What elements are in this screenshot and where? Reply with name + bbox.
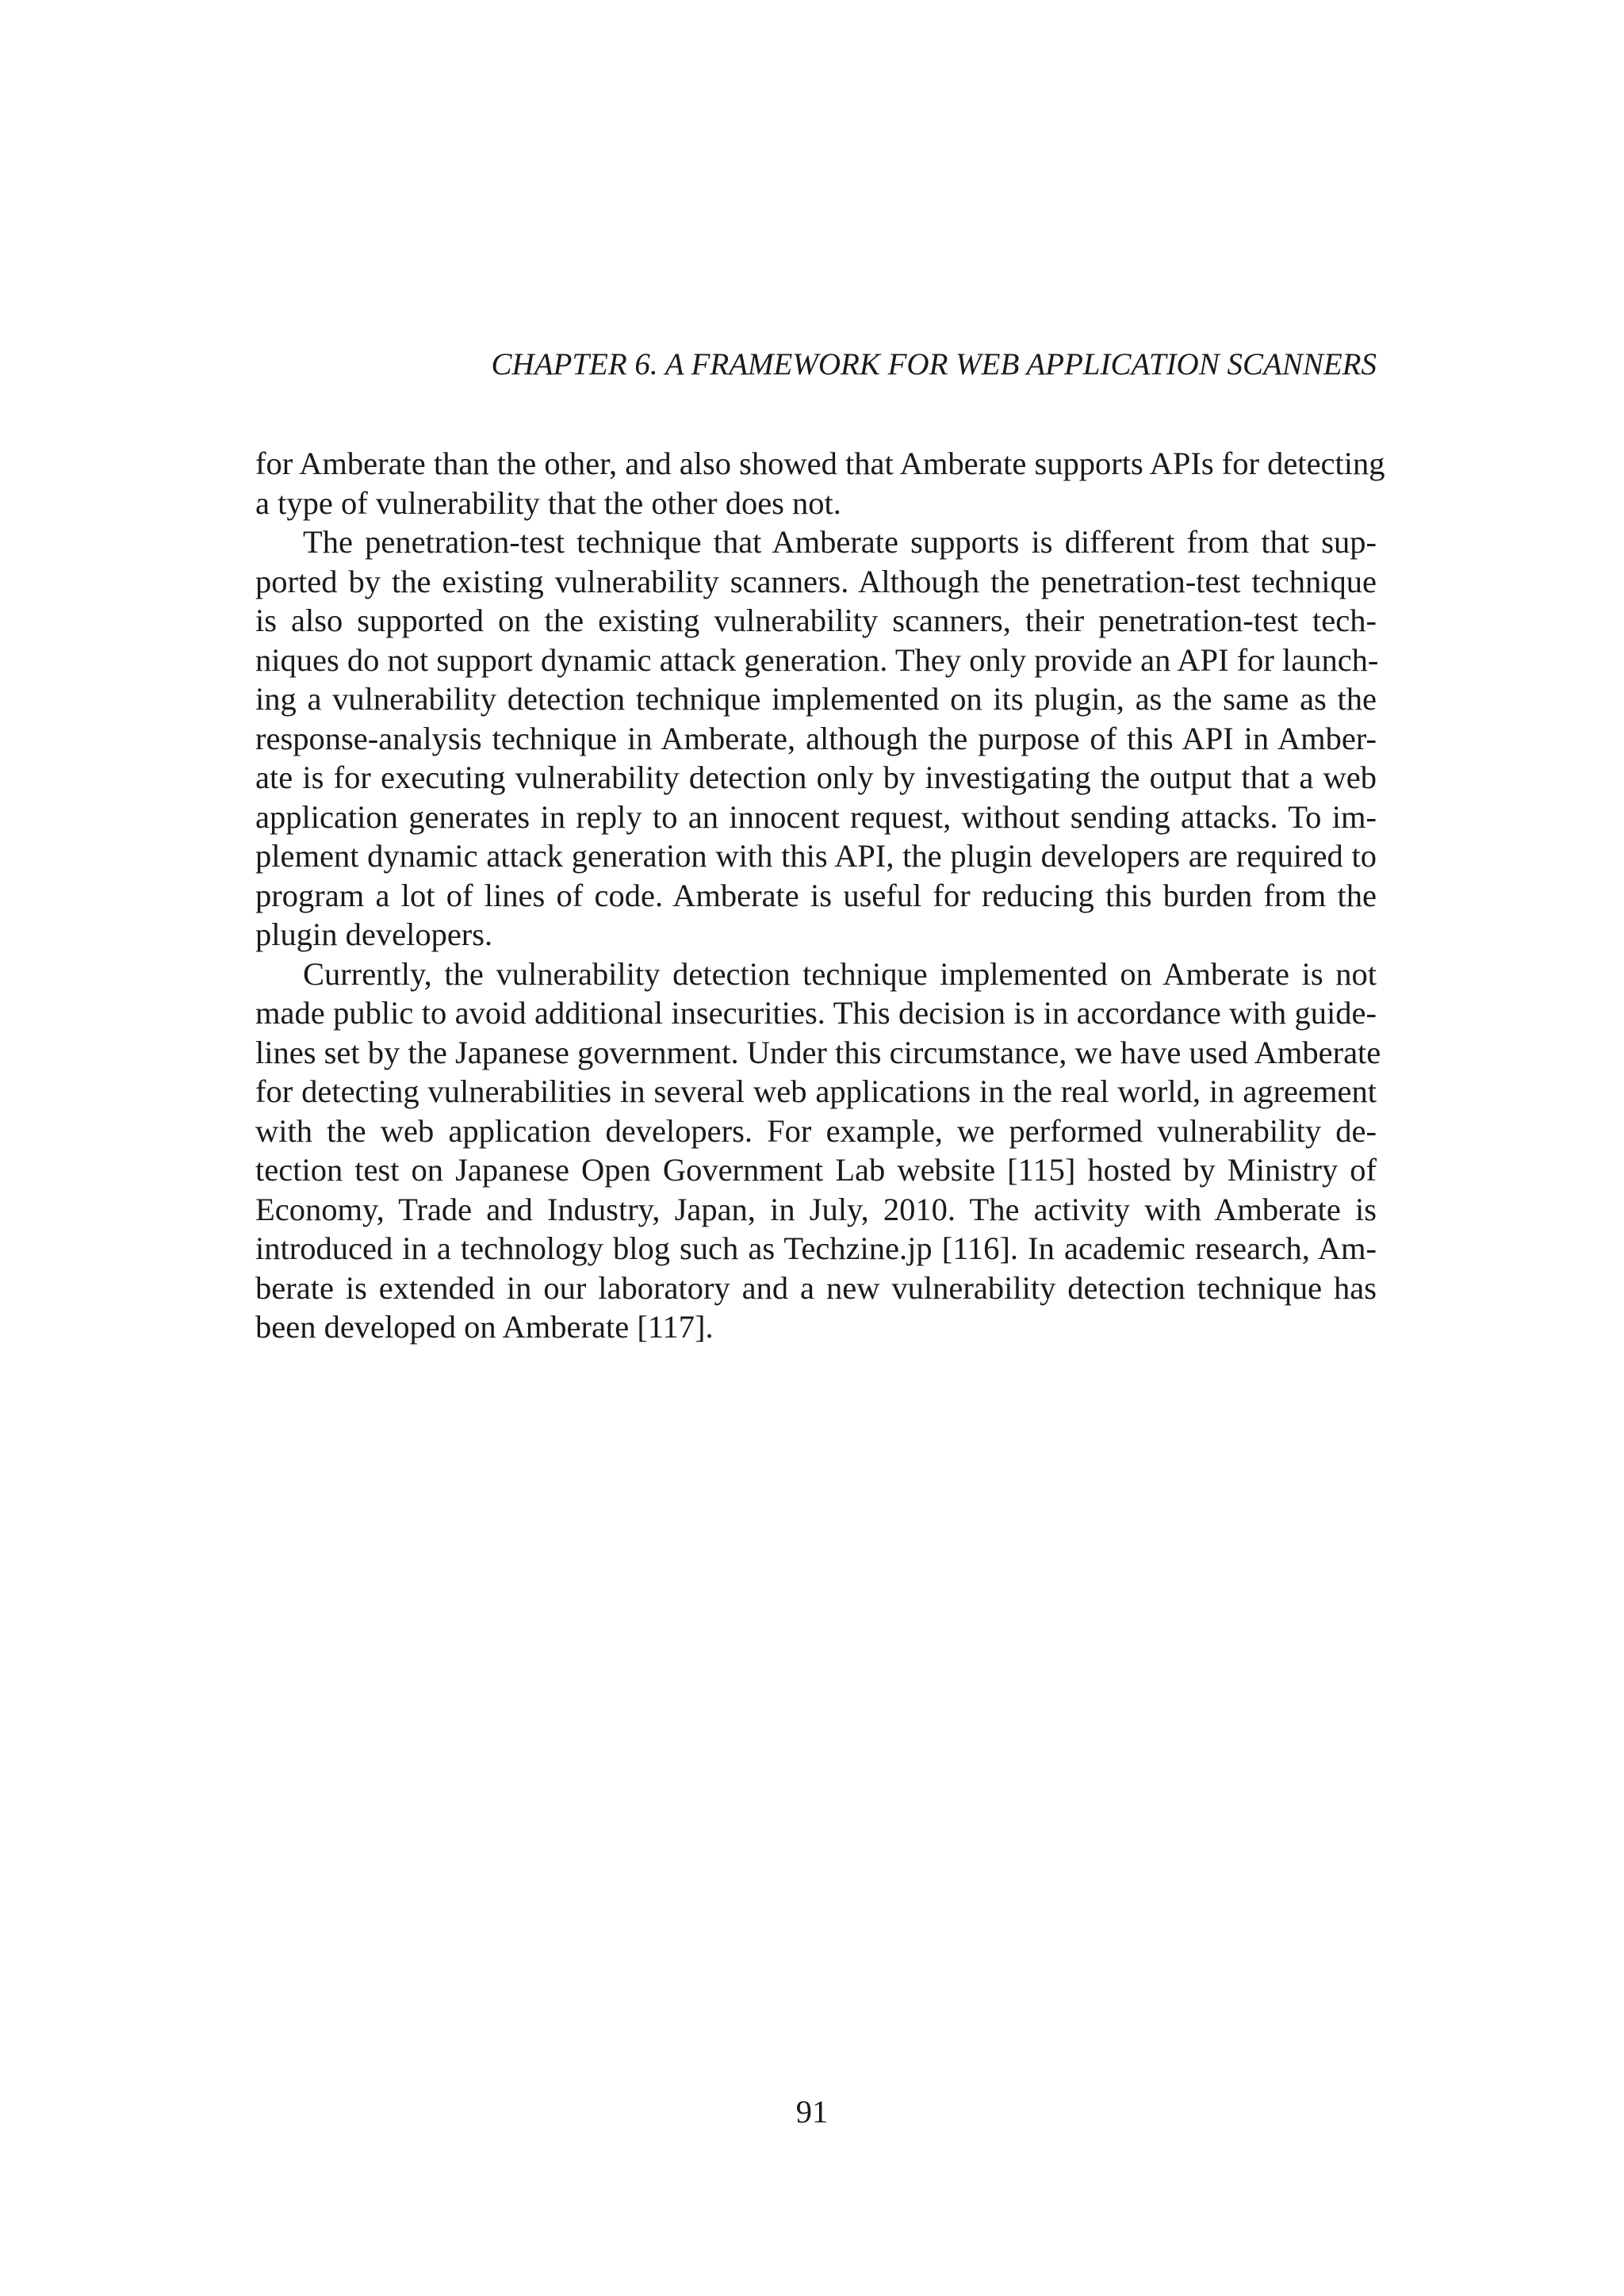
body-text xyxy=(255,444,1385,1347)
text-line: Economy, Trade and Industry, Japan, in July, 2010. The activity with Amberate is xyxy=(255,1191,1377,1227)
text-line: application generates in reply to an innocent request, without sending attacks. To im- xyxy=(255,798,1377,835)
text-line: plugin developers. xyxy=(255,916,493,952)
text-line: ing a vulnerability detection technique implemented on its plugin, as the same as the xyxy=(255,681,1377,717)
text-line: introduced in a technology blog such as Techzine.jp [116]. In academic research, Am- xyxy=(255,1230,1377,1266)
text-line: been developed on Amberate [117]. xyxy=(255,1309,714,1345)
text-line: for Amberate than the other, and also showed that Amberate supports APIs for detecting xyxy=(255,446,1385,481)
text-line: Currently, the vulnerability detection technique implemented on Amberate is not xyxy=(303,955,1377,992)
text-line: niques do not support dynamic attack generation. They only provide an API for launch- xyxy=(255,641,1379,678)
text-line: plement dynamic attack generation with this API, the plugin developers are required to xyxy=(255,838,1377,874)
text-line: The penetration-test technique that Amberate supports is different from that sup- xyxy=(303,524,1377,560)
text-line: lines set by the Japanese government. Under this circumstance, we have used Amberate xyxy=(255,1034,1381,1070)
text-line: a type of vulnerability that the other does not. xyxy=(255,484,841,521)
text-line: tection test on Japanese Open Government Lab website [115] hosted by Ministry of xyxy=(255,1152,1377,1188)
text-line: with the web application developers. For example, we performed vulnerability de- xyxy=(255,1112,1377,1149)
text-line: ported by the existing vulnerability scanners. Although the penetration-test technique xyxy=(255,563,1377,599)
text-line: response-analysis technique in Amberate, although the purpose of this API in Amber- xyxy=(255,720,1377,756)
page-number: 91 xyxy=(795,2094,829,2130)
text-line: made public to avoid additional insecurities. This decision is in accordance with guide- xyxy=(255,995,1377,1031)
text-line: for detecting vulnerabilities in several web applications in the real world, in agreement xyxy=(255,1073,1377,1109)
text-line: ate is for executing vulnerability detection only by investigating the output that a web xyxy=(255,760,1377,795)
text-line: program a lot of lines of code. Amberate is useful for reducing this burden from the xyxy=(255,877,1377,913)
text-line: is also supported on the existing vulnerability scanners, their penetration-test tech- xyxy=(255,603,1377,638)
running-header: CHAPTER 6. A FRAMEWORK FOR WEB APPLICATION SCANNERS xyxy=(491,347,1377,381)
text-line: berate is extended in our laboratory and a new vulnerability detection technique has xyxy=(255,1269,1377,1306)
